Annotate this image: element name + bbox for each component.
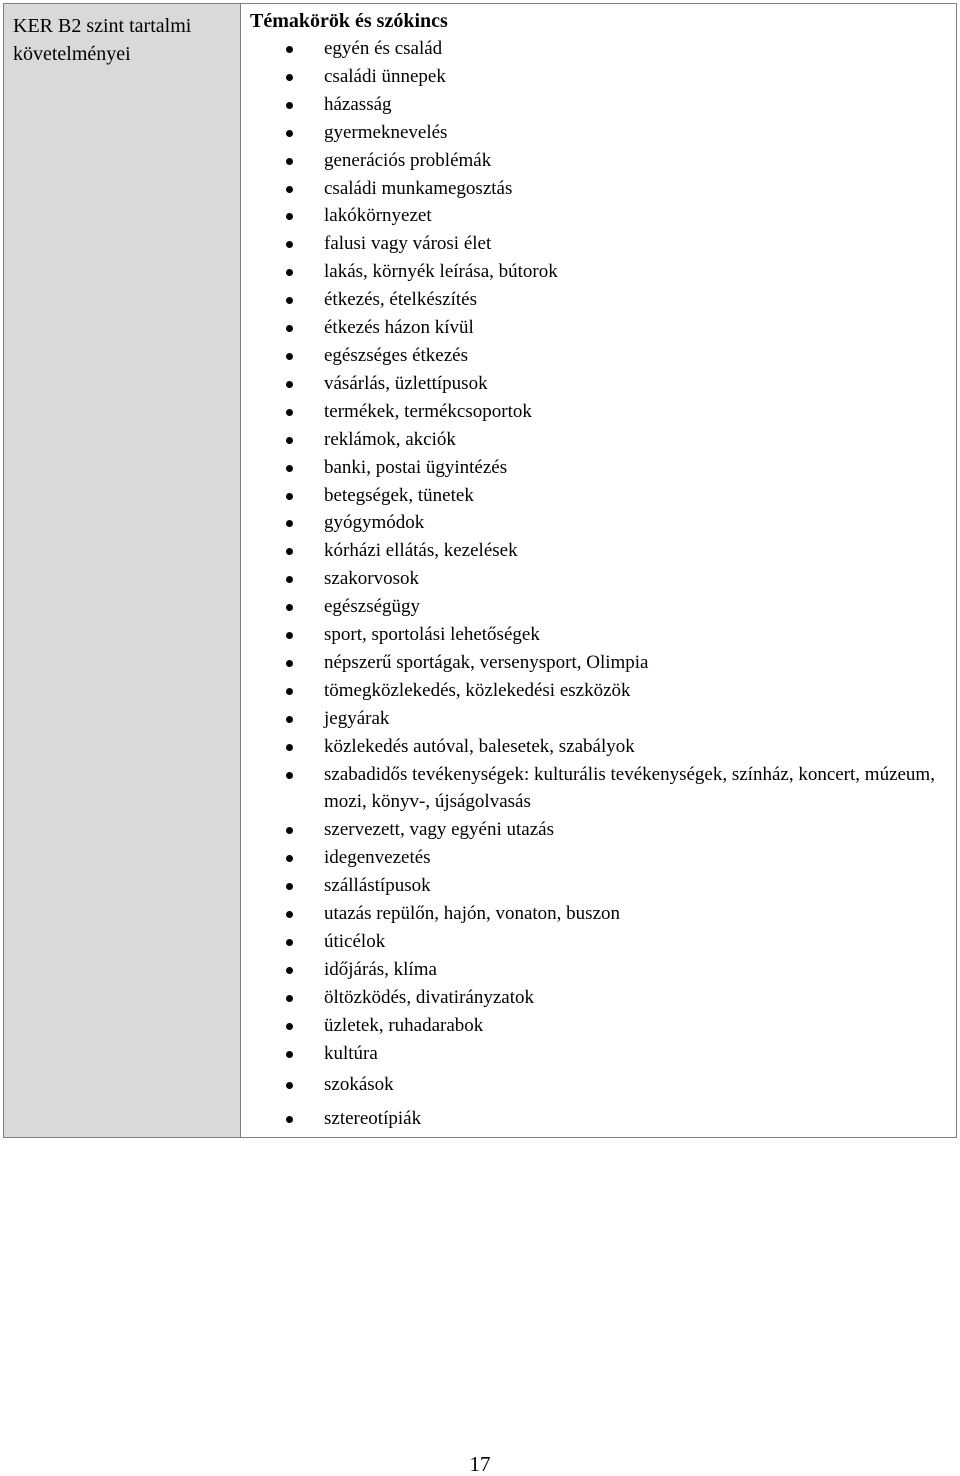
bullet-icon [286,325,293,332]
bullet-icon [286,353,293,360]
bullet-icon [286,465,293,472]
topic-text: közlekedés autóval, balesetek, szabályok [324,735,635,757]
bullet-icon [286,297,293,304]
list-item [250,454,946,482]
bullet-icon [286,102,293,109]
topic-text: szervezett, vagy egyéni utazás [324,819,554,841]
list-item [250,677,946,705]
list-item [250,35,946,63]
topic-text: idegenvezetés [324,847,431,869]
bullet-icon [286,437,293,444]
bullet-icon [286,213,293,220]
bullet-icon [286,911,293,918]
topic-text: egyén és család [324,38,443,59]
list-item [250,286,946,314]
list-item [250,984,946,1012]
bullet-icon [286,855,293,862]
list-item [250,872,946,900]
topic-text: sztereotípiák [324,1107,422,1129]
heading-line-1: KER B2 szint tartalmi [13,15,192,37]
bullet-icon [286,381,293,388]
topic-text: házasság [324,93,392,115]
topic-text: szállástípusok [324,875,431,897]
bullet-icon [286,186,293,193]
topic-text: kórházi ellátás, kezelések [324,540,518,562]
bullet-icon [286,632,293,639]
list-item [250,565,946,593]
topic-text: üzletek, ruhadarabok [324,1014,484,1036]
list-item [250,537,946,565]
topic-text: reklámok, akciók [324,428,456,450]
list-item [250,175,946,203]
list-item [250,844,946,872]
bullet-icon [286,130,293,137]
list-item [250,1012,946,1040]
bullet-icon [286,241,293,248]
topic-text: étkezés házon kívül [324,317,474,339]
list-item [250,314,946,342]
topic-text: öltözködés, divatirányzatok [324,986,534,1008]
level-requirements-heading [13,12,232,68]
list-item [250,482,946,510]
list-item [250,816,946,844]
topic-text: generációs problémák [324,149,492,171]
topic-text: szabadidős tevékenységek: kulturális tevékenységek, színház, koncert, múzeum, mozi, könyv-, újságolvasás [324,763,935,813]
bullet-icon [286,548,293,555]
list-item [250,91,946,119]
topic-text: kultúra [324,1042,378,1064]
list-item [250,370,946,398]
topic-text: tömegközlekedés, közlekedési eszközök [324,679,631,701]
list-item [250,900,946,928]
topic-text: utazás repülőn, hajón, vonaton, buszon [324,903,621,925]
list-item [250,1102,946,1136]
topic-text: szakorvosok [324,568,419,590]
bullet-icon [286,1082,293,1089]
list-item [250,63,946,91]
topic-text: termékek, termékcsoportok [324,400,532,422]
list-item [250,342,946,370]
bullet-icon [286,493,293,500]
list-item [250,426,946,454]
bullet-icon [286,744,293,751]
bullet-icon [286,939,293,946]
bullet-icon [286,74,293,81]
list-item [250,593,946,621]
topic-text: sport, sportolási lehetőségek [324,624,540,646]
topic-text: betegségek, tünetek [324,484,474,506]
topic-text: családi munkamegosztás [324,177,513,199]
page-number: 17 [469,1452,491,1476]
list-item [250,761,946,817]
topic-text: szokások [324,1073,394,1095]
list-item [250,509,946,537]
list-item [250,649,946,677]
list-item [250,258,946,286]
topic-text: egészséges étkezés [324,344,469,366]
list-item [250,119,946,147]
list-item [250,621,946,649]
bullet-icon [286,995,293,1002]
list-item [250,733,946,761]
bullet-icon [286,158,293,165]
list-item [250,230,946,258]
list-item [250,705,946,733]
bullet-icon [286,967,293,974]
topic-text: banki, postai ügyintézés [324,456,508,478]
bullet-icon [286,576,293,583]
bullet-icon [286,1023,293,1030]
bullet-icon [286,772,293,779]
topic-text: lakókörnyezet [324,205,432,227]
topic-text: családi ünnepek [324,65,446,87]
section-title: Témakörök és szókincs [250,10,448,32]
bullet-icon [286,520,293,527]
bullet-icon [286,716,293,723]
list-item [250,1068,946,1102]
bullet-icon [286,688,293,695]
topic-text: időjárás, klíma [324,958,437,980]
bullet-icon [286,883,293,890]
bullet-icon [286,46,293,53]
list-item [250,1040,946,1068]
topic-text: úticélok [324,931,386,952]
bullet-icon [286,1116,293,1123]
list-item [250,398,946,426]
topic-text: gyógymódok [324,512,425,534]
topic-text: egészségügy [324,596,421,618]
bullet-icon [286,660,293,667]
list-item [250,202,946,230]
bullet-icon [286,1051,293,1058]
topic-text: népszerű sportágak, versenysport, Olimpia [324,651,649,673]
bullet-icon [286,269,293,276]
bullet-icon [286,409,293,416]
list-item [250,956,946,984]
topic-text: vásárlás, üzlettípusok [324,372,488,394]
requirements-table [3,3,957,1138]
bullet-icon [286,827,293,834]
topic-text: jegyárak [324,707,390,729]
table-header-cell [4,4,241,1137]
bullet-icon [286,604,293,611]
topic-text: gyermeknevelés [324,121,448,143]
table-content-cell [241,4,956,1137]
topic-list [250,35,946,1136]
topic-text: étkezés, ételkészítés [324,289,477,311]
heading-line-2: követelményei [13,43,131,65]
topic-text: lakás, környék leírása, bútorok [324,261,558,283]
list-item [250,147,946,175]
list-item [250,928,946,956]
topic-text: falusi vagy városi élet [324,233,492,255]
